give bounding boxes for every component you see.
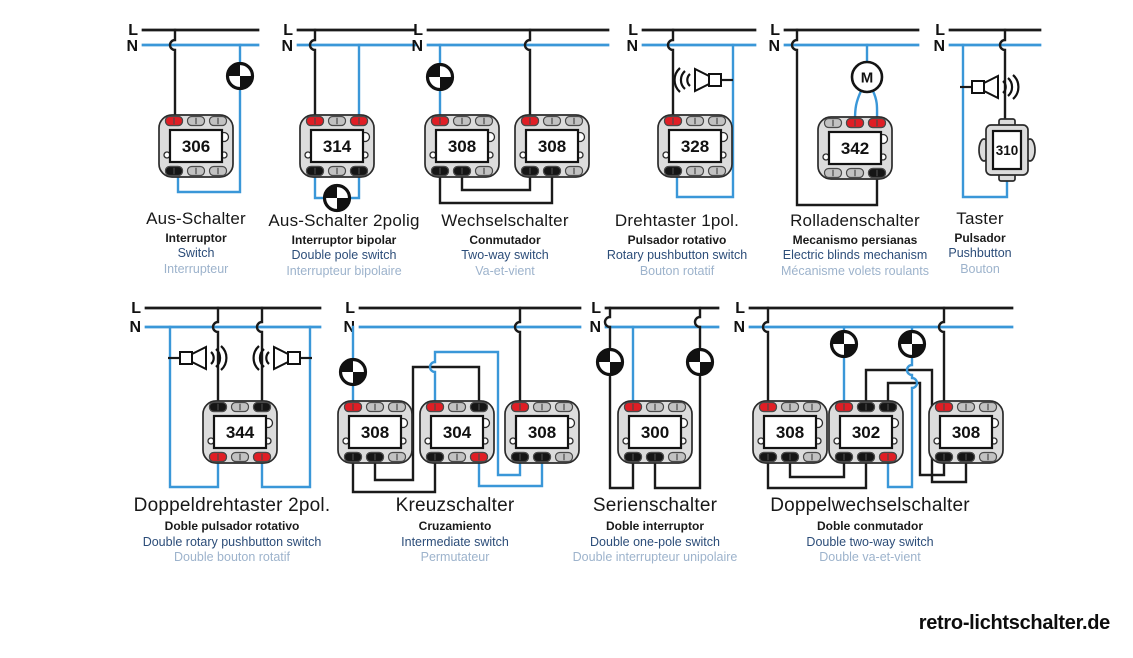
terminal-red [254,453,271,462]
line-label: L [628,22,638,39]
terminal-red [427,403,444,412]
diagram-label-fr: Bouton [960,261,1000,276]
diagram-rolladenschalter-circuit [768,22,918,205]
neutral-label: N [411,38,423,55]
diagram-title: Rolladenschalter [790,211,920,230]
terminal-black [625,453,642,462]
neutral-label: N [933,38,945,55]
wire-black [768,460,866,488]
caption-kreuzschalter [355,495,555,564]
terminal-black [166,167,183,176]
diagram-aus-schalter-2polig-circuit [281,22,415,211]
terminal-black [647,453,664,462]
terminal-red [432,117,449,126]
diagram-label-fr: Mécanisme volets roulants [781,263,929,278]
neutral-label: N [768,38,780,55]
terminal-red [351,117,368,126]
motor-label: M [860,69,874,87]
diagram-label-es: Conmutador [469,232,541,247]
device-number: 308 [537,137,567,156]
lamp-icon [428,65,453,90]
device-number: 302 [851,423,881,442]
device-number: 344 [225,423,255,442]
wire-black [440,174,552,203]
diagram-title: Doppeldrehtaster 2pol. [133,495,331,516]
diagram-label-es: Doble interruptor [606,518,704,533]
terminal-black [665,167,682,176]
diagram-label-es: Interruptor [165,230,227,245]
lamp-icon [228,64,253,89]
terminal-red [760,403,777,412]
terminal-black [880,403,897,412]
diagram-label-es: Mecanismo persianas [792,232,918,247]
wire-black [310,30,315,118]
wire-black [939,308,944,404]
diagram-title: Doppelwechselschalter [770,495,970,516]
line-label: L [345,300,355,317]
terminal-black [836,453,853,462]
device-number: 308 [360,423,390,442]
diagram-label-es: Pulsador rotativo [627,232,727,247]
diagram-title: Kreuzschalter [395,495,515,516]
diagram-title: Serienschalter [592,495,718,516]
diagram-label-en: Electric blinds mechanism [782,248,928,263]
terminal-black [869,169,886,178]
diagram-title: Aus-Schalter 2polig [268,211,420,230]
diagram-label-en: Intermediate switch [401,534,509,549]
diagram-label-fr: Double va-et-vient [819,550,921,565]
diagram-label-fr: Double interrupteur unipolaire [572,550,738,565]
terminal-black [512,453,529,462]
device-number: 306 [181,137,211,156]
terminal-black [427,453,444,462]
wire-black [353,460,435,492]
line-label: L [591,300,601,317]
terminal-black [936,453,953,462]
diagram-label-en: Two-way switch [461,248,549,263]
line-label: L [770,22,780,39]
device-number: 310 [995,143,1019,158]
diagram-label-fr: Va-et-vient [475,263,535,278]
wire-black [515,308,520,404]
terminal-red [210,453,227,462]
device-number: 308 [447,137,477,156]
terminal-black [367,453,384,462]
neutral-label: N [129,319,141,336]
wire-black [763,308,768,404]
line-label: L [128,22,138,39]
terminal-red [512,403,529,412]
line-label: L [935,22,945,39]
terminal-black [432,167,449,176]
lamp-icon [900,332,925,357]
diagram-title: Wechselschalter [441,211,569,230]
terminal-black [345,453,362,462]
terminal-black [454,167,471,176]
diagram-drehtaster-1pol-circuit [626,22,755,197]
terminal-red [880,453,897,462]
diagram-label-en: Double pole switch [291,248,397,263]
terminal-black [534,453,551,462]
terminal-red [471,453,488,462]
lamp-icon [325,186,350,211]
diagram-label-fr: Permutateur [420,550,490,565]
wire-black [668,30,673,118]
wire-black [170,30,175,118]
terminal-black [351,167,368,176]
wire-black [525,30,530,118]
diagram-serienschalter-circuit [589,300,718,488]
diagram-label-es: Pulsador [954,230,1006,245]
terminal-black [544,167,561,176]
caption-taster [905,209,1055,276]
lamp-icon [688,350,713,375]
device-number: 308 [951,423,981,442]
diagram-label-en: Rotary pushbutton switch [606,248,748,263]
terminal-black [307,167,324,176]
terminal-red [869,119,886,128]
diagram-taster-circuit [933,22,1040,197]
neutral-label: N [733,319,745,336]
diagram-title: Aus-Schalter [146,209,246,228]
wire-blue [479,460,542,486]
caption-doppelwechselschalter [750,495,990,564]
neutral-label: N [126,38,138,55]
terminal-black [471,403,488,412]
diagram-label-es: Interruptor bipolar [291,232,397,247]
terminal-red [345,403,362,412]
terminal-black [858,403,875,412]
diagram-aus-schalter-circuit [126,22,258,192]
terminal-red [307,117,324,126]
diagram-wechselschalter-circuit [411,22,608,203]
diagram-label-en: Switch [177,246,215,261]
line-label: L [131,300,141,317]
terminal-red [522,117,539,126]
site-logo: retro-lichtschalter.de [918,612,1110,634]
line-label: L [735,300,745,317]
terminal-red [936,403,953,412]
caption-doppeldrehtaster-2pol [112,495,352,564]
lamp-icon [598,350,623,375]
diagram-label-en: Double two-way switch [806,534,934,549]
diagram-label-en: Double rotary pushbutton switch [142,534,322,549]
lamp-icon [341,360,366,385]
terminal-red [625,403,642,412]
neutral-label: N [343,319,355,336]
diagram-doppeldrehtaster-2pol-circuit [129,300,320,487]
buzzer-icon [675,68,733,92]
diagram-label-en: Pushbutton [948,246,1012,261]
diagram-title: Drehtaster 1pol. [614,211,740,230]
device-number: 300 [640,423,670,442]
terminal-red [665,117,682,126]
device-number: 342 [840,139,870,158]
terminal-red [836,403,853,412]
caption-serienschalter [535,495,775,564]
terminal-black [254,403,271,412]
terminal-black [958,453,975,462]
terminal-black [858,453,875,462]
diagram-label-es: Cruzamiento [418,518,492,533]
wire-black [1000,30,1005,120]
neutral-label: N [626,38,638,55]
diagram-doppelwechselschalter-circuit [733,300,1012,488]
device-number: 308 [527,423,557,442]
diagram-title: Taster [956,209,1004,228]
terminal-black [522,167,539,176]
terminal-black [760,453,777,462]
terminal-red [847,119,864,128]
buzzer-icon [960,75,1018,99]
wire-blue [855,91,861,120]
device-number: 314 [322,137,352,156]
diagram-label-en: Double one-pole switch [590,534,720,549]
neutral-label: N [281,38,293,55]
line-label: L [413,22,423,39]
terminal-black [782,453,799,462]
diagram-label-fr: Bouton rotatif [639,263,715,278]
diagram-kreuzschalter-circuit [338,300,580,492]
line-label: L [283,22,293,39]
device-number: 304 [442,423,472,442]
diagram-label-fr: Interrupteur bipolaire [286,263,402,278]
device-number: 308 [775,423,805,442]
neutral-label: N [589,319,601,336]
diagram-label-fr: Interrupteur [163,261,229,276]
diagram-label-fr: Double bouton rotatif [173,550,291,565]
terminal-red [166,117,183,126]
lamp-icon [832,332,857,357]
diagram-label-es: Doble pulsador rotativo [164,518,300,533]
wire-blue [873,91,877,120]
terminal-black [210,403,227,412]
diagram-label-es: Doble conmutador [816,518,923,533]
device-number: 328 [680,137,710,156]
